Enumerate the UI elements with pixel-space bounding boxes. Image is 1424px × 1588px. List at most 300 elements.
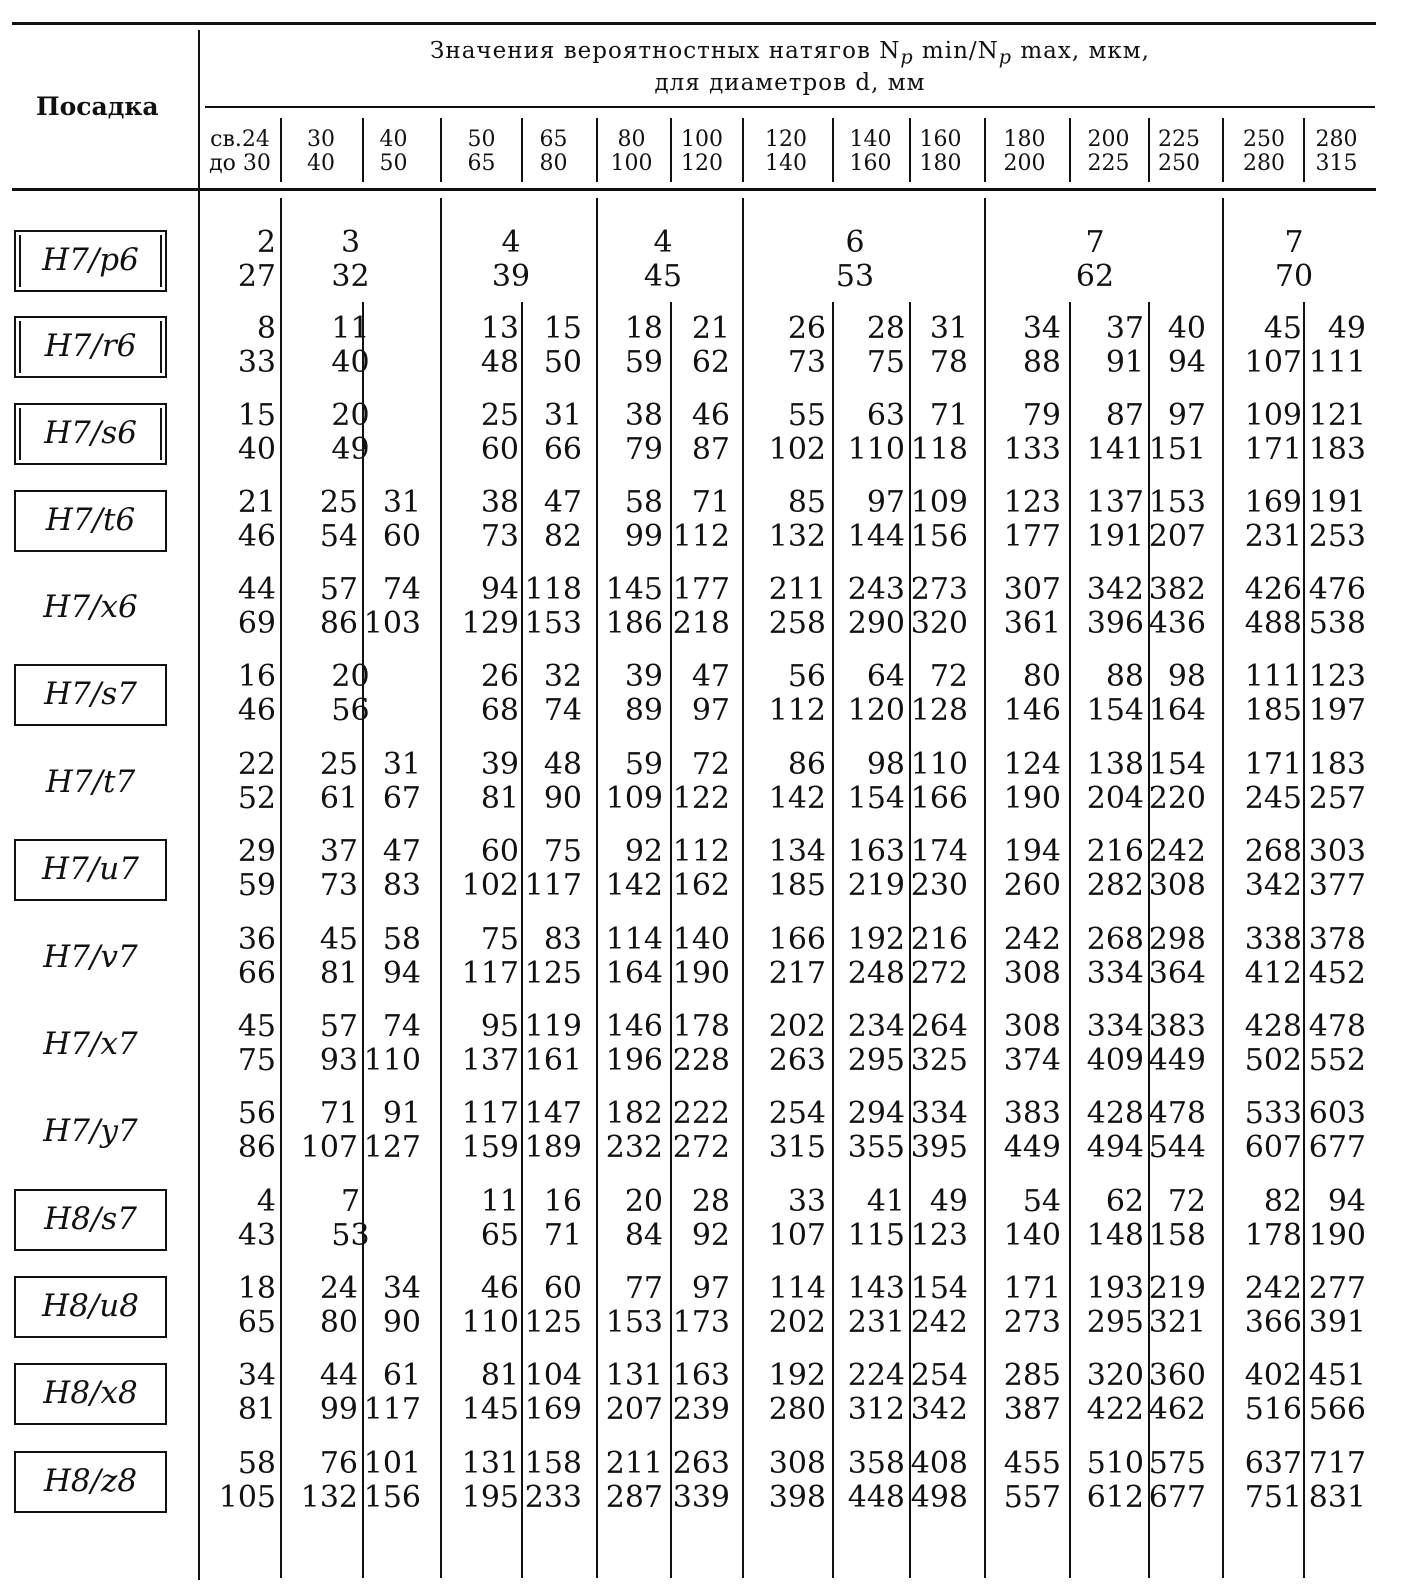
interference-max: 73 — [319, 868, 358, 903]
interference-min: 25 — [319, 485, 358, 520]
interference-min: 97 — [691, 1271, 730, 1306]
interference-min: 38 — [480, 485, 519, 520]
interference-max: 207 — [605, 1392, 663, 1427]
interference-min: 428 — [1086, 1096, 1144, 1131]
interference-max: 185 — [1244, 693, 1302, 728]
interference-min: 75 — [543, 834, 582, 869]
column-divider — [440, 118, 442, 182]
interference-max: 334 — [1086, 956, 1144, 991]
column-header — [280, 128, 362, 176]
column-header — [1303, 128, 1370, 176]
interference-max: 228 — [672, 1043, 730, 1078]
interference-min: 13 — [480, 311, 519, 346]
interference-min: 4 — [501, 225, 521, 260]
column-header — [1222, 128, 1306, 176]
interference-max: 65 — [480, 1218, 519, 1253]
interference-max: 48 — [480, 345, 519, 380]
interference-min: 45 — [237, 1009, 276, 1044]
interference-min: 263 — [672, 1446, 730, 1481]
interference-max: 290 — [847, 606, 905, 641]
interference-min: 31 — [382, 747, 421, 782]
interference-max: 110 — [847, 432, 905, 467]
table-top-rule — [12, 22, 1376, 25]
column-divider — [742, 118, 744, 182]
interference-max: 219 — [847, 868, 905, 903]
interference-min: 97 — [866, 485, 905, 520]
interference-min: 34 — [382, 1271, 421, 1306]
column-range-from: 225 — [1158, 127, 1200, 152]
interference-max: 197 — [1308, 693, 1366, 728]
interference-max: 159 — [461, 1130, 519, 1165]
interference-min: 56 — [787, 659, 826, 694]
interference-max: 260 — [1003, 868, 1061, 903]
column-range-from: 160 — [919, 127, 962, 152]
interference-min: 110 — [910, 747, 968, 782]
interference-max: 146 — [1003, 693, 1061, 728]
interference-max: 342 — [910, 1392, 968, 1427]
interference-max: 83 — [382, 868, 421, 903]
interference-max: 377 — [1308, 868, 1366, 903]
interference-max: 374 — [1003, 1043, 1061, 1078]
interference-max: 125 — [524, 1305, 582, 1340]
interference-max: 498 — [910, 1480, 968, 1515]
interference-max: 204 — [1086, 781, 1144, 816]
interference-min: 91 — [382, 1096, 421, 1131]
column-divider — [832, 118, 834, 182]
interference-max: 273 — [1003, 1305, 1061, 1340]
interference-max: 245 — [1244, 781, 1302, 816]
interference-max: 40 — [237, 432, 276, 467]
interference-max: 321 — [1148, 1305, 1206, 1340]
interference-max: 263 — [768, 1043, 826, 1078]
interference-min: 21 — [237, 485, 276, 520]
interference-min: 45 — [1263, 311, 1302, 346]
interference-min: 222 — [672, 1096, 730, 1131]
column-range-to: 160 — [849, 151, 892, 176]
interference-max: 488 — [1244, 606, 1302, 641]
interference-min: 294 — [847, 1096, 905, 1131]
interference-min: 2 — [256, 225, 276, 260]
interference-min: 45 — [319, 922, 358, 957]
interference-max: 607 — [1244, 1130, 1302, 1165]
interference-min: 338 — [1244, 922, 1302, 957]
column-header — [596, 128, 667, 176]
interference-max: 88 — [1022, 345, 1061, 380]
column-divider — [280, 118, 282, 182]
interference-min: 21 — [691, 311, 730, 346]
interference-min: 216 — [1086, 834, 1144, 869]
interference-max: 107 — [300, 1130, 358, 1165]
interference-min: 20 — [624, 1184, 663, 1219]
column-range-from: 200 — [1087, 127, 1130, 152]
interference-max: 115 — [847, 1218, 905, 1253]
interference-max: 87 — [691, 432, 730, 467]
fit-label: H7/x7 — [43, 1026, 138, 1062]
interference-max: 287 — [605, 1480, 663, 1515]
interference-max: 162 — [672, 868, 730, 903]
column-divider — [1069, 118, 1071, 182]
interference-max: 46 — [237, 519, 276, 554]
interference-max: 73 — [787, 345, 826, 380]
interference-min: 22 — [237, 747, 276, 782]
interference-min: 124 — [1003, 747, 1061, 782]
interference-max: 94 — [382, 956, 421, 991]
interference-min: 11 — [331, 311, 370, 346]
interference-max: 153 — [605, 1305, 663, 1340]
interference-min: 147 — [524, 1096, 582, 1131]
interference-max: 178 — [1244, 1218, 1302, 1253]
interference-min: 183 — [1308, 747, 1366, 782]
interference-min: 49 — [929, 1184, 968, 1219]
interference-max: 75 — [237, 1043, 276, 1078]
interference-min: 74 — [382, 1009, 421, 1044]
interference-min: 85 — [787, 485, 826, 520]
column-header — [909, 128, 972, 176]
column-range-from: 180 — [1003, 127, 1046, 152]
interference-min: 154 — [910, 1271, 968, 1306]
interference-min: 216 — [910, 922, 968, 957]
column-range-from: св.24 — [210, 127, 270, 152]
interference-min: 95 — [480, 1009, 519, 1044]
interference-min: 28 — [691, 1184, 730, 1219]
interference-max: 145 — [461, 1392, 519, 1427]
interference-min: 75 — [480, 922, 519, 957]
interference-min: 111 — [1244, 659, 1302, 694]
interference-max: 258 — [768, 606, 826, 641]
interference-min: 254 — [910, 1358, 968, 1393]
column-range-to: 315 — [1315, 151, 1358, 176]
column-header — [742, 128, 830, 176]
interference-min: 32 — [543, 659, 582, 694]
interference-min: 58 — [624, 485, 663, 520]
interference-min: 76 — [319, 1446, 358, 1481]
interference-min: 98 — [866, 747, 905, 782]
interference-min: 3 — [340, 225, 361, 260]
interference-max: 391 — [1308, 1305, 1366, 1340]
interference-min: 86 — [787, 747, 826, 782]
interference-min: 358 — [847, 1446, 905, 1481]
interference-max: 257 — [1308, 781, 1366, 816]
interference-max: 169 — [524, 1392, 582, 1427]
interference-max: 171 — [1244, 432, 1302, 467]
interference-min: 123 — [1308, 659, 1366, 694]
interference-max: 449 — [1003, 1130, 1061, 1165]
interference-max: 462 — [1148, 1392, 1206, 1427]
column-header — [362, 128, 425, 176]
interference-min: 242 — [1244, 1271, 1302, 1306]
interference-min: 163 — [672, 1358, 730, 1393]
interference-max: 89 — [624, 693, 663, 728]
interference-min: 88 — [1105, 659, 1144, 694]
column-divider — [1303, 118, 1305, 182]
interference-min: 44 — [237, 572, 276, 607]
interference-min: 307 — [1003, 572, 1061, 607]
column-range-to: 250 — [1158, 151, 1200, 176]
interference-max: 398 — [768, 1480, 826, 1515]
interference-min: 285 — [1003, 1358, 1061, 1393]
interference-max: 102 — [768, 432, 826, 467]
column-range-to: 120 — [681, 151, 723, 176]
interference-min: 39 — [480, 747, 519, 782]
interference-max: 79 — [624, 432, 663, 467]
interference-max: 366 — [1244, 1305, 1302, 1340]
interference-max: 92 — [691, 1218, 730, 1253]
interference-max: 156 — [910, 519, 968, 554]
interference-min: 533 — [1244, 1096, 1302, 1131]
interference-min: 109 — [1244, 398, 1302, 433]
interference-min: 71 — [929, 398, 968, 433]
interference-max: 295 — [847, 1043, 905, 1078]
interference-max: 218 — [672, 606, 730, 641]
interference-min: 163 — [847, 834, 905, 869]
interference-min: 48 — [543, 747, 582, 782]
interference-min: 211 — [605, 1446, 663, 1481]
fit-column-header: Посадка — [36, 92, 159, 121]
interference-min: 47 — [543, 485, 582, 520]
interference-max: 677 — [1308, 1130, 1366, 1165]
interference-min: 34 — [237, 1358, 276, 1393]
interference-min: 47 — [691, 659, 730, 694]
interference-min: 117 — [461, 1096, 519, 1131]
interference-min: 123 — [1003, 485, 1061, 520]
interference-min: 4 — [653, 225, 673, 260]
table-title-line2: для диаметров d, мм — [654, 70, 926, 96]
interference-min: 234 — [847, 1009, 905, 1044]
interference-min: 134 — [768, 834, 826, 869]
interference-max: 60 — [480, 432, 519, 467]
interference-min: 717 — [1308, 1446, 1366, 1481]
interference-max: 68 — [480, 693, 519, 728]
interference-min: 34 — [1022, 311, 1061, 346]
interference-min: 31 — [543, 398, 582, 433]
column-divider — [521, 118, 523, 182]
column-range-to: 180 — [919, 151, 962, 176]
interference-min: 131 — [461, 1446, 519, 1481]
interference-max: 436 — [1148, 606, 1206, 641]
interference-max: 395 — [910, 1130, 968, 1165]
interference-min: 31 — [382, 485, 421, 520]
interference-min: 18 — [237, 1271, 276, 1306]
interference-min: 26 — [480, 659, 519, 694]
column-divider — [1222, 118, 1224, 182]
interference-min: 177 — [672, 572, 730, 607]
interference-min: 342 — [1086, 572, 1144, 607]
interference-max: 422 — [1086, 1392, 1144, 1427]
interference-max: 132 — [300, 1480, 358, 1515]
interference-max: 185 — [768, 868, 826, 903]
interference-max: 60 — [382, 519, 421, 554]
column-range-from: 120 — [765, 127, 807, 152]
interference-max: 387 — [1003, 1392, 1061, 1427]
interference-max: 325 — [910, 1043, 968, 1078]
interference-min: 47 — [382, 834, 421, 869]
interference-max: 239 — [672, 1392, 730, 1427]
column-range-from: 250 — [1243, 127, 1285, 152]
interference-min: 268 — [1086, 922, 1144, 957]
interference-max: 81 — [480, 781, 519, 816]
interference-min: 118 — [524, 572, 582, 607]
interference-max: 142 — [605, 868, 663, 903]
interference-max: 110 — [363, 1043, 421, 1078]
interference-min: 94 — [1327, 1184, 1366, 1219]
column-range-from: 140 — [849, 127, 892, 152]
interference-max: 190 — [1003, 781, 1061, 816]
interference-max: 342 — [1244, 868, 1302, 903]
interference-max: 117 — [524, 868, 582, 903]
interference-max: 230 — [910, 868, 968, 903]
interference-min: 320 — [1086, 1358, 1144, 1393]
interference-min: 114 — [605, 922, 663, 957]
interference-min: 41 — [866, 1184, 905, 1219]
interference-min: 268 — [1244, 834, 1302, 869]
interference-min: 61 — [382, 1358, 421, 1393]
interference-max: 308 — [1003, 956, 1061, 991]
interference-min: 58 — [382, 922, 421, 957]
interference-min: 298 — [1148, 922, 1206, 957]
interference-max: 183 — [1308, 432, 1366, 467]
interference-min: 277 — [1308, 1271, 1366, 1306]
interference-max: 166 — [910, 781, 968, 816]
column-range-to: до 30 — [209, 151, 271, 176]
fit-label: H8/u8 — [42, 1288, 139, 1324]
column-range-to: 80 — [539, 151, 568, 176]
interference-min: 194 — [1003, 834, 1061, 869]
interference-max: 111 — [1308, 345, 1366, 380]
interference-max: 61 — [319, 781, 358, 816]
interference-max: 272 — [672, 1130, 730, 1165]
interference-min: 81 — [480, 1358, 519, 1393]
interference-min: 87 — [1105, 398, 1144, 433]
interference-max: 151 — [1148, 432, 1206, 467]
interference-min: 382 — [1148, 572, 1206, 607]
interference-min: 428 — [1244, 1009, 1302, 1044]
interference-max: 253 — [1308, 519, 1366, 554]
interference-max: 231 — [1244, 519, 1302, 554]
column-range-to: 100 — [610, 151, 653, 176]
column-range-to: 50 — [379, 151, 408, 176]
interference-min: 54 — [1022, 1184, 1061, 1219]
fit-label: H7/x6 — [43, 589, 138, 625]
interference-min: 224 — [847, 1358, 905, 1393]
interference-min: 46 — [691, 398, 730, 433]
column-range-to: 40 — [307, 151, 335, 176]
interference-max: 127 — [363, 1130, 421, 1165]
interference-min: 182 — [605, 1096, 663, 1131]
interference-min: 20 — [331, 398, 370, 433]
fit-label: H7/s6 — [44, 415, 137, 451]
interference-min: 72 — [1167, 1184, 1206, 1219]
interference-min: 145 — [605, 572, 663, 607]
interference-min: 15 — [237, 398, 276, 433]
interference-max: 557 — [1003, 1480, 1061, 1515]
interference-min: 92 — [624, 834, 663, 869]
interference-max: 107 — [768, 1218, 826, 1253]
interference-max: 78 — [929, 345, 968, 380]
interference-min: 101 — [363, 1446, 421, 1481]
interference-min: 202 — [768, 1009, 826, 1044]
interference-max: 110 — [461, 1305, 519, 1340]
interference-min: 39 — [624, 659, 663, 694]
interference-max: 552 — [1308, 1043, 1366, 1078]
interference-min: 104 — [524, 1358, 582, 1393]
interference-max: 355 — [847, 1130, 905, 1165]
interference-max: 43 — [237, 1218, 276, 1253]
interference-min: 72 — [691, 747, 730, 782]
fit-label: H8/s7 — [44, 1201, 137, 1237]
interference-max: 32 — [331, 259, 370, 294]
interference-min: 242 — [1003, 922, 1061, 957]
interference-min: 4 — [256, 1184, 276, 1219]
column-divider — [670, 118, 672, 182]
interference-min: 28 — [866, 311, 905, 346]
interference-max: 164 — [605, 956, 663, 991]
interference-max: 123 — [910, 1218, 968, 1253]
interference-max: 186 — [605, 606, 663, 641]
interference-max: 122 — [672, 781, 730, 816]
interference-min: 192 — [847, 922, 905, 957]
interference-max: 103 — [363, 606, 421, 641]
interference-max: 141 — [1086, 432, 1144, 467]
interference-min: 58 — [237, 1446, 276, 1481]
column-header — [521, 128, 586, 176]
interference-max: 91 — [1105, 345, 1144, 380]
interference-max: 231 — [847, 1305, 905, 1340]
interference-min: 36 — [237, 922, 276, 957]
interference-min: 140 — [672, 922, 730, 957]
interference-max: 59 — [237, 868, 276, 903]
interference-min: 308 — [1003, 1009, 1061, 1044]
interference-max: 220 — [1148, 781, 1206, 816]
interference-min: 24 — [319, 1271, 358, 1306]
interference-min: 476 — [1308, 572, 1366, 607]
interference-min: 7 — [1284, 225, 1304, 260]
interference-min: 383 — [1148, 1009, 1206, 1044]
interference-min: 11 — [480, 1184, 519, 1219]
interference-max: 233 — [524, 1480, 582, 1515]
interference-min: 171 — [1244, 747, 1302, 782]
interference-max: 74 — [543, 693, 582, 728]
interference-max: 158 — [1148, 1218, 1206, 1253]
column-divider — [596, 118, 598, 182]
interference-max: 164 — [1148, 693, 1206, 728]
interference-min: 29 — [237, 834, 276, 869]
interference-min: 171 — [1003, 1271, 1061, 1306]
column-range-to: 140 — [765, 151, 807, 176]
interference-min: 60 — [480, 834, 519, 869]
interference-max: 99 — [624, 519, 663, 554]
interference-min: 178 — [672, 1009, 730, 1044]
interference-max: 112 — [768, 693, 826, 728]
interference-min: 37 — [319, 834, 358, 869]
interference-min: 121 — [1308, 398, 1366, 433]
interference-max: 195 — [461, 1480, 519, 1515]
interference-max: 154 — [1086, 693, 1144, 728]
column-range-to: 65 — [467, 151, 496, 176]
interference-max: 71 — [543, 1218, 582, 1253]
column-header — [832, 128, 909, 176]
interference-max: 49 — [331, 432, 370, 467]
interference-min: 153 — [1148, 485, 1206, 520]
interference-min: 56 — [237, 1096, 276, 1131]
interference-min: 360 — [1148, 1358, 1206, 1393]
interference-max: 99 — [319, 1392, 358, 1427]
fit-label: H7/t6 — [45, 502, 136, 538]
interference-max: 53 — [331, 1218, 370, 1253]
column-range-to: 280 — [1243, 151, 1285, 176]
interference-max: 156 — [363, 1480, 421, 1515]
interference-max: 39 — [491, 259, 531, 294]
column-range-from: 40 — [379, 127, 408, 152]
